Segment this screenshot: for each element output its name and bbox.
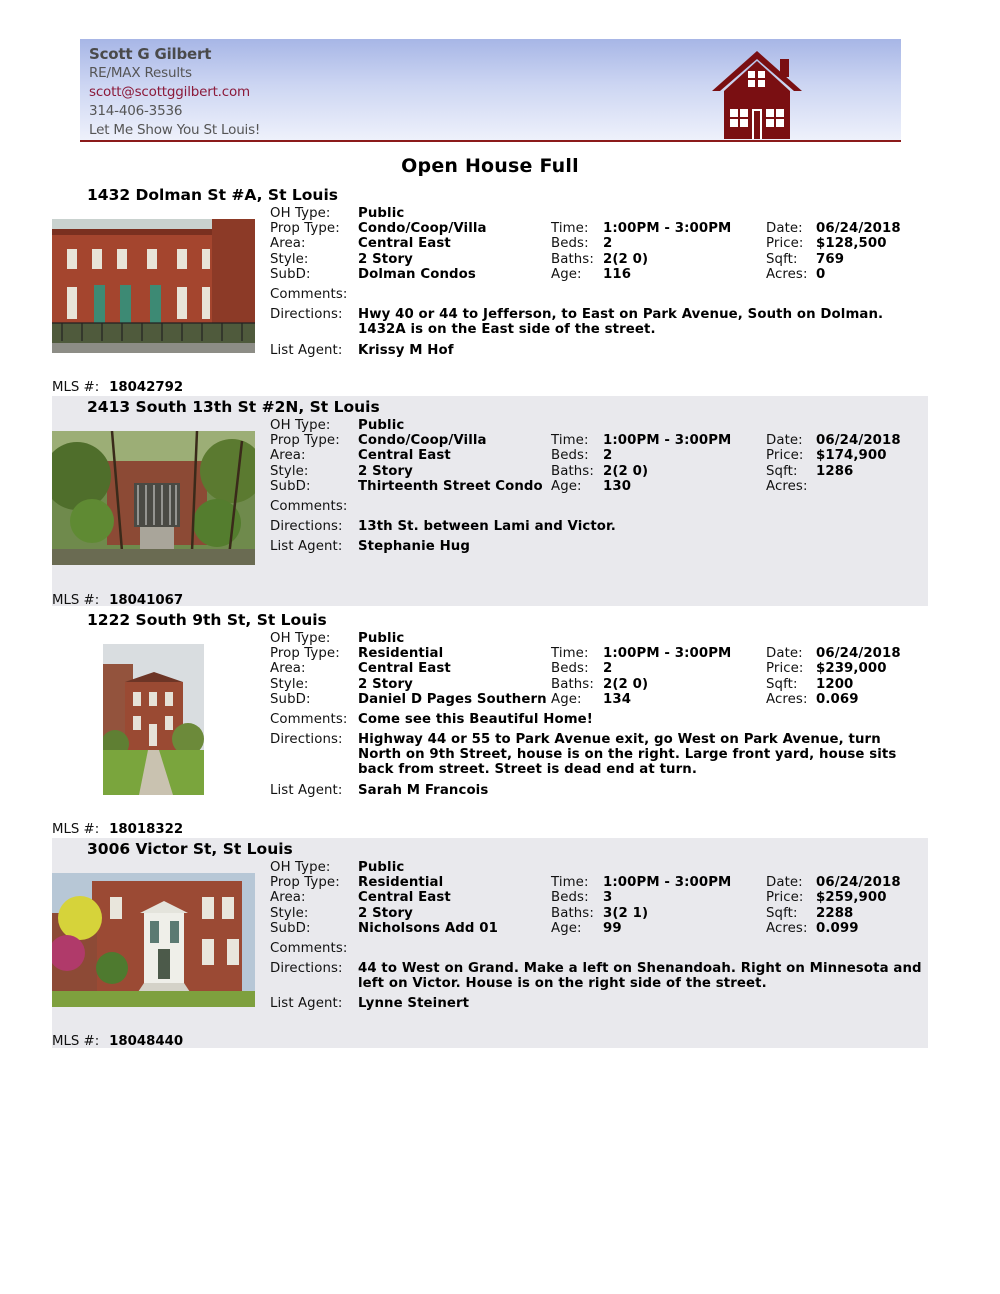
value-acres: 0.069 (816, 692, 859, 707)
label-style: Style: (270, 464, 309, 479)
value-time: 1:00PM - 3:00PM (603, 433, 732, 448)
value-price: $239,000 (816, 661, 887, 676)
value-time: 1:00PM - 3:00PM (603, 221, 732, 236)
label-date: Date: (766, 221, 803, 236)
value-prop-type: Condo/Coop/Villa (358, 221, 487, 236)
label-price: Price: (766, 661, 804, 676)
label-directions: Directions: (270, 519, 343, 534)
label-mls: MLS #: (52, 1034, 100, 1049)
label-mls: MLS #: (52, 593, 100, 608)
value-subd: Nicholsons Add 01 (358, 921, 498, 936)
value-time: 1:00PM - 3:00PM (603, 646, 732, 661)
agent-office: RE/MAX Results (89, 65, 192, 81)
label-style: Style: (270, 906, 309, 921)
label-baths: Baths: (551, 906, 594, 921)
label-baths: Baths: (551, 677, 594, 692)
listing-address: 1222 South 9th St, St Louis (87, 611, 327, 629)
label-area: Area: (270, 661, 306, 676)
listing-photo (52, 431, 255, 565)
value-mls: 18018322 (109, 822, 184, 837)
label-subd: SubD: (270, 479, 311, 494)
listing-address: 1432 Dolman St #A, St Louis (87, 186, 338, 204)
value-age: 116 (603, 267, 632, 282)
label-age: Age: (551, 267, 582, 282)
label-style: Style: (270, 252, 309, 267)
agent-header-banner (80, 39, 901, 142)
label-price: Price: (766, 890, 804, 905)
label-date: Date: (766, 875, 803, 890)
value-sqft: 1286 (816, 464, 854, 479)
value-directions: 13th St. between Lami and Victor. (358, 519, 616, 534)
agent-contact-block (89, 45, 260, 140)
value-baths: 2(2 0) (603, 677, 649, 692)
value-area: Central East (358, 890, 451, 905)
value-beds: 2 (603, 661, 613, 676)
label-list-agent: List Agent: (270, 996, 343, 1011)
label-sqft: Sqft: (766, 464, 798, 479)
value-beds: 2 (603, 448, 613, 463)
label-beds: Beds: (551, 448, 589, 463)
listing-2 (52, 396, 928, 606)
value-subd: Daniel D Pages Southern (358, 692, 547, 707)
value-list-agent: Sarah M Francois (358, 783, 489, 798)
value-mls: 18048440 (109, 1034, 184, 1049)
value-price: $174,900 (816, 448, 887, 463)
value-subd: Thirteenth Street Condo (358, 479, 543, 494)
label-prop-type: Prop Type: (270, 433, 340, 448)
value-list-agent: Krissy M Hof (358, 343, 454, 358)
label-acres: Acres: (766, 692, 808, 707)
label-time: Time: (551, 646, 589, 661)
value-sqft: 769 (816, 252, 845, 267)
label-beds: Beds: (551, 236, 589, 251)
value-oh-type: Public (358, 860, 405, 875)
label-comments: Comments: (270, 499, 348, 514)
agent-email: scott@scottggilbert.com (89, 84, 250, 100)
value-list-agent: Lynne Steinert (358, 996, 470, 1011)
label-directions: Directions: (270, 307, 343, 322)
value-time: 1:00PM - 3:00PM (603, 875, 732, 890)
value-date: 06/24/2018 (816, 221, 901, 236)
value-directions: Highway 44 or 55 to Park Avenue exit, go West on Park Avenue, turn North on 9th Street, house is on the right. Large front yard, house sits back from street. Street is dead end at turn. (358, 732, 897, 778)
mls-number-row (52, 593, 183, 608)
label-age: Age: (551, 479, 582, 494)
value-directions: 44 to West on Grand. Make a left on Shenandoah. Right on Minnesota and left on Victor. House is on the right side of the street. (358, 961, 922, 992)
label-comments: Comments: (270, 712, 348, 727)
label-oh-type: OH Type: (270, 860, 331, 875)
label-area: Area: (270, 236, 306, 251)
label-date: Date: (766, 646, 803, 661)
label-time: Time: (551, 433, 589, 448)
value-date: 06/24/2018 (816, 433, 901, 448)
label-directions: Directions: (270, 732, 343, 747)
value-date: 06/24/2018 (816, 646, 901, 661)
label-time: Time: (551, 221, 589, 236)
value-price: $259,900 (816, 890, 887, 905)
label-subd: SubD: (270, 692, 311, 707)
label-prop-type: Prop Type: (270, 646, 340, 661)
mls-number-row (52, 1034, 183, 1049)
label-subd: SubD: (270, 921, 311, 936)
label-sqft: Sqft: (766, 906, 798, 921)
label-baths: Baths: (551, 464, 594, 479)
value-oh-type: Public (358, 631, 405, 646)
listing-1 (52, 184, 928, 391)
label-directions: Directions: (270, 961, 343, 976)
label-time: Time: (551, 875, 589, 890)
value-style: 2 Story (358, 906, 413, 921)
label-oh-type: OH Type: (270, 206, 331, 221)
value-subd: Dolman Condos (358, 267, 476, 282)
page-title: Open House Full (401, 155, 579, 177)
label-baths: Baths: (551, 252, 594, 267)
label-date: Date: (766, 433, 803, 448)
value-price: $128,500 (816, 236, 887, 251)
label-age: Age: (551, 692, 582, 707)
label-comments: Comments: (270, 287, 348, 302)
value-mls: 18042792 (109, 380, 184, 395)
value-age: 134 (603, 692, 632, 707)
value-area: Central East (358, 661, 451, 676)
label-oh-type: OH Type: (270, 418, 331, 433)
value-age: 99 (603, 921, 622, 936)
value-oh-type: Public (358, 418, 405, 433)
house-logo-icon (710, 47, 804, 139)
value-style: 2 Story (358, 677, 413, 692)
mls-number-row (52, 380, 183, 395)
agent-name: Scott G Gilbert (89, 45, 212, 63)
label-mls: MLS #: (52, 380, 100, 395)
mls-number-row (52, 822, 183, 837)
value-prop-type: Condo/Coop/Villa (358, 433, 487, 448)
label-prop-type: Prop Type: (270, 875, 340, 890)
label-prop-type: Prop Type: (270, 221, 340, 236)
listing-4 (52, 838, 928, 1048)
value-baths: 3(2 1) (603, 906, 649, 921)
value-beds: 2 (603, 236, 613, 251)
listing-address: 2413 South 13th St #2N, St Louis (87, 398, 380, 416)
value-oh-type: Public (358, 206, 405, 221)
value-baths: 2(2 0) (603, 252, 649, 267)
agent-tagline: Let Me Show You St Louis! (89, 122, 261, 138)
value-beds: 3 (603, 890, 613, 905)
listing-photo (52, 873, 255, 1007)
label-list-agent: List Agent: (270, 783, 343, 798)
value-sqft: 2288 (816, 906, 854, 921)
label-acres: Acres: (766, 267, 808, 282)
listing-3 (52, 609, 928, 835)
label-subd: SubD: (270, 267, 311, 282)
listing-photo (103, 644, 204, 795)
value-date: 06/24/2018 (816, 875, 901, 890)
value-list-agent: Stephanie Hug (358, 539, 470, 554)
listing-address: 3006 Victor St, St Louis (87, 840, 293, 858)
value-baths: 2(2 0) (603, 464, 649, 479)
value-style: 2 Story (358, 464, 413, 479)
label-age: Age: (551, 921, 582, 936)
label-price: Price: (766, 448, 804, 463)
label-area: Area: (270, 890, 306, 905)
label-comments: Comments: (270, 941, 348, 956)
value-age: 130 (603, 479, 632, 494)
label-beds: Beds: (551, 890, 589, 905)
value-style: 2 Story (358, 252, 413, 267)
value-mls: 18041067 (109, 593, 184, 608)
value-sqft: 1200 (816, 677, 854, 692)
label-style: Style: (270, 677, 309, 692)
label-list-agent: List Agent: (270, 343, 343, 358)
label-mls: MLS #: (52, 822, 100, 837)
value-comments: Come see this Beautiful Home! (358, 712, 593, 727)
label-price: Price: (766, 236, 804, 251)
value-directions: Hwy 40 or 44 to Jefferson, to East on Park Avenue, South on Dolman. 1432A is on the East side of the street. (358, 307, 884, 338)
label-area: Area: (270, 448, 306, 463)
value-prop-type: Residential (358, 646, 444, 661)
value-area: Central East (358, 448, 451, 463)
label-acres: Acres: (766, 921, 808, 936)
agent-phone: 314-406-3536 (89, 103, 183, 119)
value-acres: 0.099 (816, 921, 859, 936)
label-sqft: Sqft: (766, 252, 798, 267)
value-area: Central East (358, 236, 451, 251)
value-acres: 0 (816, 267, 826, 282)
value-prop-type: Residential (358, 875, 444, 890)
label-sqft: Sqft: (766, 677, 798, 692)
listing-photo (52, 219, 255, 353)
label-beds: Beds: (551, 661, 589, 676)
label-list-agent: List Agent: (270, 539, 343, 554)
label-acres: Acres: (766, 479, 808, 494)
label-oh-type: OH Type: (270, 631, 331, 646)
